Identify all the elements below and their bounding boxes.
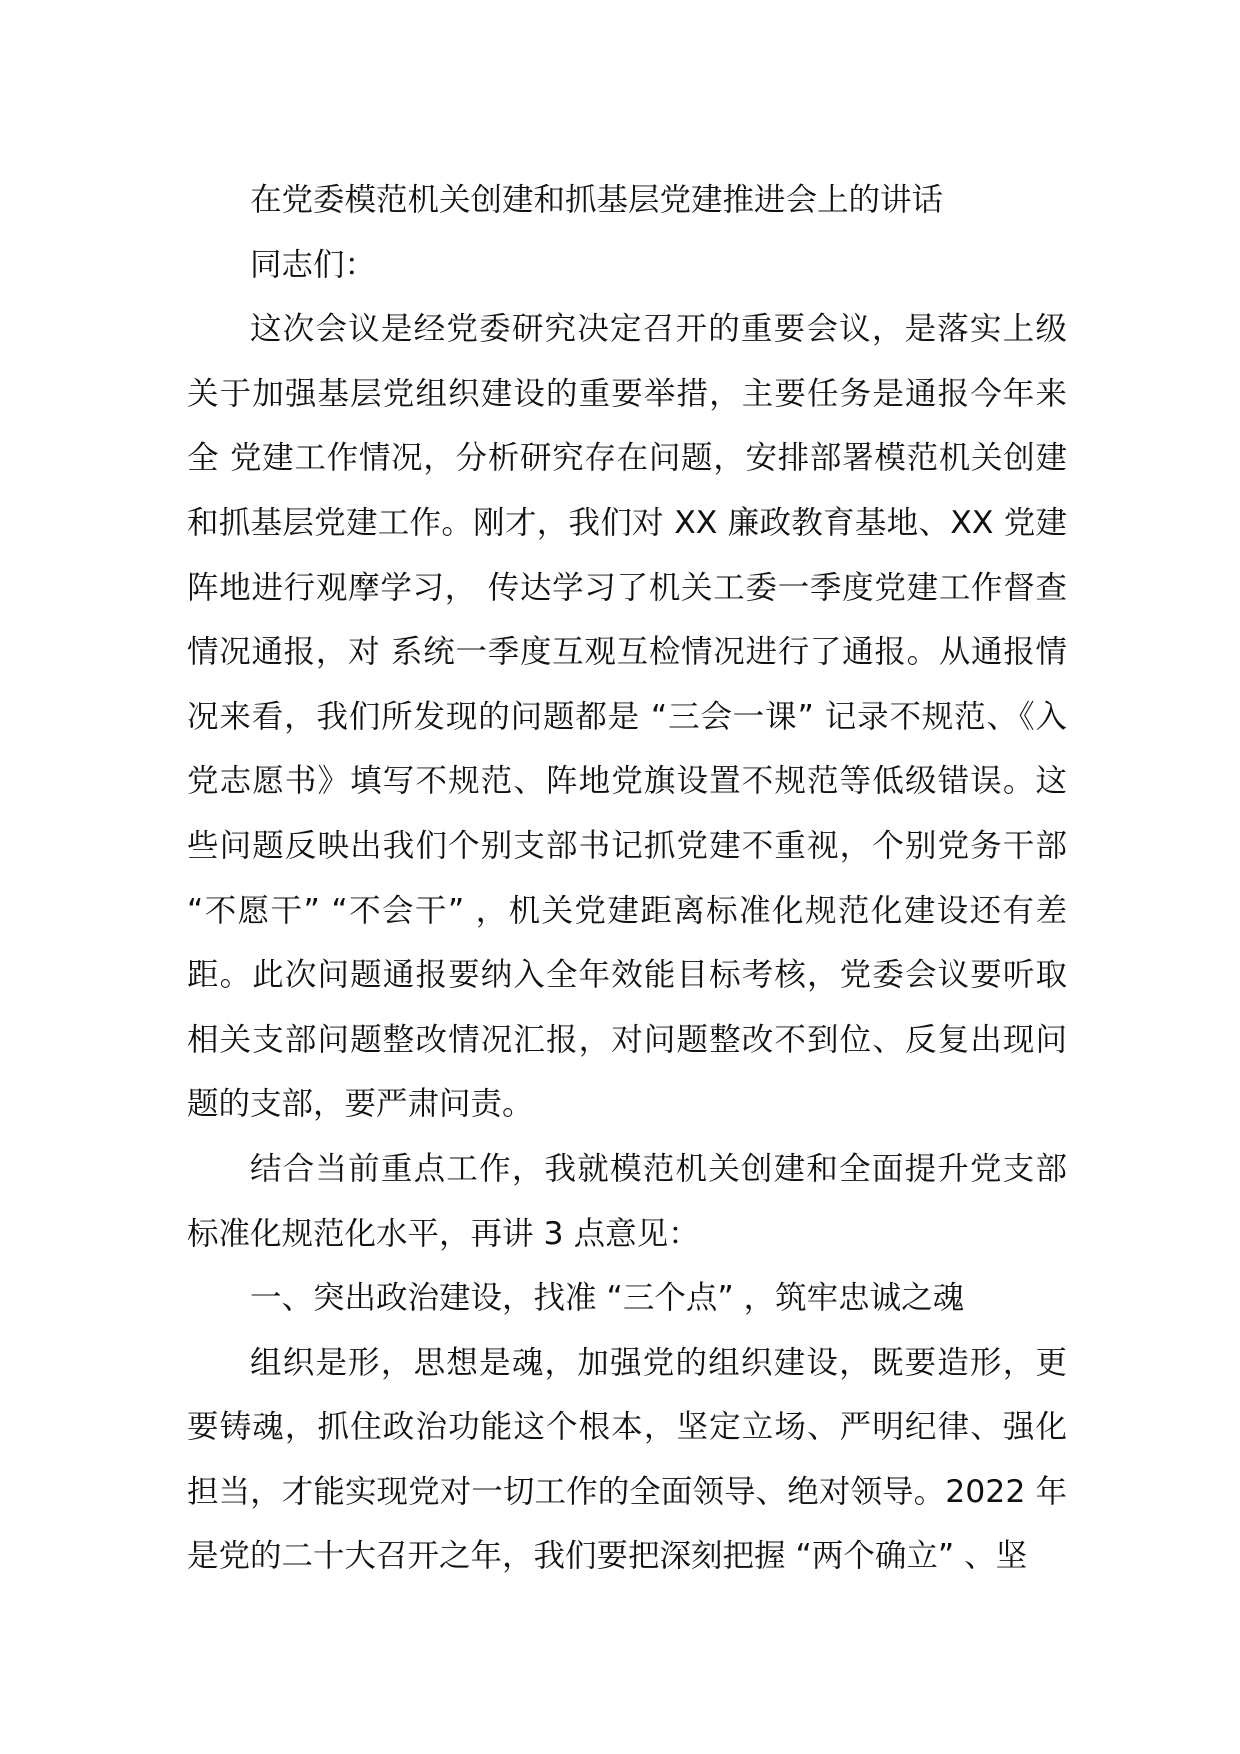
document-body [187,168,1067,1589]
paragraph-2: 结合当前重点工作，我就模范机关创建和全面提升党支部标准化规范化水平，再讲 3 点意见： [187,1150,1067,1252]
section-heading-1: 一、突出政治建设，找准 “三个点” ，筑牢忠诚之魂 [250,1280,965,1317]
salutation: 同志们： [250,246,377,283]
paragraph-1: 这次会议是经党委研究决定召开的重要会议，是落实上级关于加强基层党组织建设的重要举措，主要任务是通报今年来全 党建工作情况，分析研究存在问题，安排部署模范机关创建和抓基层党建工作。刚才，我们对 XX 廉政教育基地、XX 党建阵地进行观摩学习， 传达学习了机关工委一季度党建工作督查情况通报，对 系统一季度互观互检情况进行了通报。从通报情况来看，我们所发现的问题都是 “三会一课” 记录不规范、《入党志愿书》填写不规范、阵地党旗设置不规范等低级错误。这些问题反映出我们个别支部书记抓党建不重视，个别党务干部 “不愿干” “不会干” ，机关党建距离标准化规范化建设还有差距。此次问题通报要纳入全年效能目标考核，党委会议要听取相关支部问题整改情况汇报，对问题整改不到位、反复出现问题的支部，要严肃问责。 [187,311,1067,1123]
paragraph-3: 组织是形，思想是魂，加强党的组织建设，既要造形，更要铸魂，抓住政治功能这个根本，坚定立场、严明纪律、强化担当，才能实现党对一切工作的全面领导、绝对领导。2022 年是党的二十大召开之年，我们要把深刻把握 “两个确立” 、坚 [187,1344,1067,1575]
document-title: 在党委模范机关创建和抓基层党建推进会上的讲话 [250,182,944,218]
